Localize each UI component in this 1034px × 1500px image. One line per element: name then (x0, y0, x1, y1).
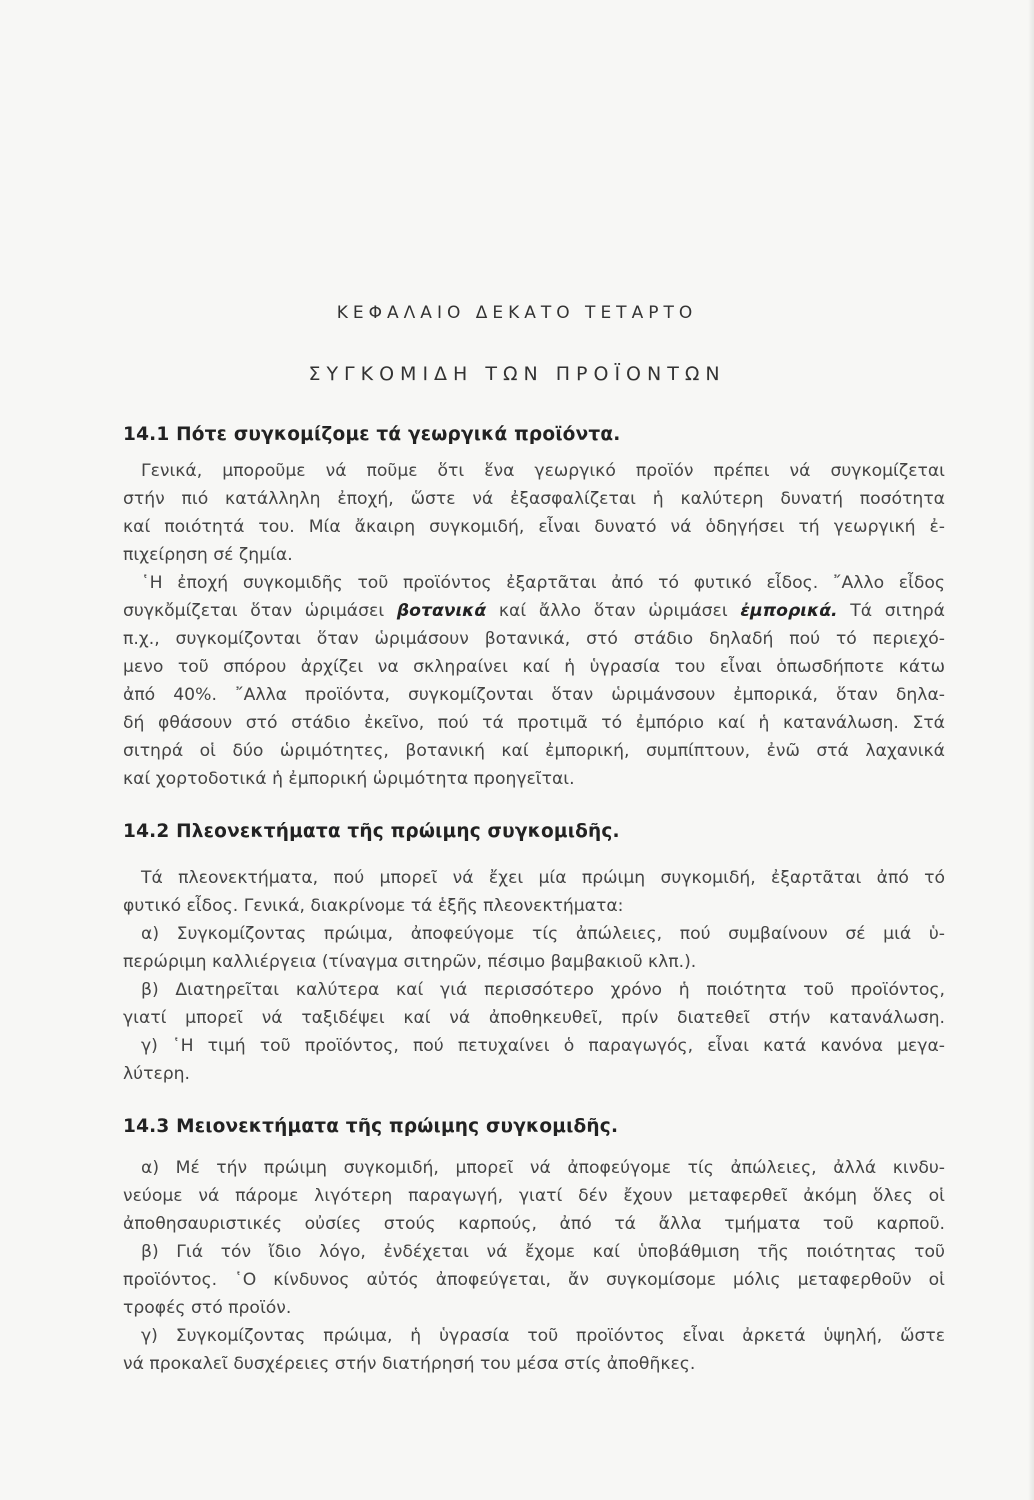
section-heading-14-3: 14.3 Μειονεκτήματα τῆς πρώιμης συγκομιδῆς. (123, 1116, 619, 1137)
text-line: γιατί μπορεῖ νά ταξιδέψει καί νά ἀποθηκευθεῖ, πρίν διατεθεῖ στήν κατανάλωση. (123, 1008, 945, 1028)
text-line: γ) ῾Η τιμή τοῦ προϊόντος, πού πετυχαίνει ὁ παραγωγός, εἶναι κατά κανόνα μεγα- (141, 1036, 945, 1056)
text-run: καί ἄλλο ὅταν ὡριμάσει (486, 601, 741, 621)
text-line: α) Συγκομίζοντας πρώιμα, ἀποφεύγομε τίς ἀπώλειες, πού συμβαίνουν σέ μιά ὑ- (141, 924, 945, 944)
text-line-mixed (123, 599, 945, 623)
text-line: β) Γιά τόν ἴδιο λόγο, ἐνδέχεται νά ἔχομε καί ὑποβάθμιση τῆς ποιότητας τοῦ (141, 1242, 945, 1262)
text-line: ἀποθησαυριστικές οὐσίες στούς καρπούς, ἀπό τά ἄλλα τμήματα τοῦ καρποῦ. (123, 1214, 945, 1234)
text-line: μενο τοῦ σπόρου ἀρχίζει να σκληραίνει καί ἡ ὑγρασία του εἶναι ὁπωσδήποτε κάτω (123, 657, 945, 677)
text-line: τροφές στό προϊόν. (123, 1298, 292, 1318)
text-line: καί χορτοδοτικά ἡ ἐμπορική ὡριμότητα προηγεῖται. (123, 769, 575, 789)
text-line: Γενικά, μποροῦμε νά ποῦμε ὅτι ἕνα γεωργικό προϊόν πρέπει νά συγκομίζεται (141, 461, 945, 481)
text-line: α) Μέ τήν πρώιμη συγκομιδή, μπορεῖ νά ἀποφεύγομε τίς ἀπώλειες, ἀλλά κινδυ- (141, 1158, 945, 1178)
chapter-label: ΚΕΦΑΛΑΙΟ ΔΕΚΑΤΟ ΤΕΤΑΡΤΟ (336, 303, 698, 323)
text-line: προϊόντος. ῾Ο κίνδυνος αὐτός ἀποφεύγεται, ἄν συγκομίσομε μόλις μεταφερθοῦν οἱ (123, 1270, 945, 1290)
text-line: πιχείρηση σέ ζημία. (123, 545, 293, 565)
text-line: νεύομε νά πάρομε λιγότερη παραγωγή, γιατί δέν ἔχουν μεταφερθεῖ ἀκόμη ὅλες οἱ (123, 1186, 945, 1206)
text-line: ῾Η ἐποχή συγκομιδῆς τοῦ προϊόντος ἐξαρτᾶται ἀπό τό φυτικό εἶδος. ῎Αλλο εἶδος (141, 573, 945, 593)
text-line: λύτερη. (123, 1064, 191, 1084)
text-line: Τά πλεονεκτήματα, πού μπορεῖ νά ἔχει μία πρώιμη συγκομιδή, ἐξαρτᾶται ἀπό τό (141, 868, 945, 888)
page-edge (1028, 0, 1034, 1500)
text-line: π.χ., συγκομίζονται ὅταν ὡριμάσουν βοτανικά, στό στάδιο δηλαδή πού τό περιεχό- (123, 629, 945, 649)
chapter-title: ΣΥΓΚΟΜΙΔΗ ΤΩΝ ΠΡΟΪΟΝΤΩΝ (308, 363, 726, 385)
emphasis-botanika: βοτανικά (396, 601, 487, 621)
text-line: φυτικό εἶδος. Γενικά, διακρίνομε τά ἑξῆς πλεονεκτήματα: (123, 896, 624, 916)
section-heading-14-2: 14.2 Πλεονεκτήματα τῆς πρώιμης συγκομιδῆς. (123, 821, 620, 842)
section-heading-14-1: 14.1 Πότε συγκομίζομε τά γεωργικά προϊόντα. (123, 424, 621, 445)
text-line: περώριμη καλλιέργεια (τίναγμα σιτηρῶν, πέσιμο βαμβακιοῦ κλπ.). (123, 952, 697, 972)
text-line: δή φθάσουν στό στάδιο ἐκεῖνο, πού τά προτιμᾶ τό ἐμπόριο καί ἡ κατανάλωση. Στά (123, 713, 945, 733)
text-run: συγκὄμίζεται ὅταν ὡριμάσει (123, 601, 397, 621)
text-line: νά προκαλεῖ δυσχέρειες στήν διατήρησή του μέσα στίς ἀποθῆκες. (123, 1354, 696, 1374)
text-line: ἀπό 40%. ῎Αλλα προϊόντα, συγκομίζονται ὅταν ὡριμάνσουν ἐμπορικά, ὅταν δηλα- (123, 685, 945, 705)
text-run: Τά σιτηρά (837, 601, 945, 621)
text-line: καί ποιότητά του. Μία ἄκαιρη συγκομιδή, εἶναι δυνατό νά ὁδηγήσει τή γεωργική ἐ- (123, 517, 945, 537)
emphasis-emporika: ἐμπορικά. (740, 601, 838, 621)
text-line: στήν πιό κατάλληλη ἐποχή, ὥστε νά ἐξασφαλίζεται ἡ καλύτερη δυνατή ποσότητα (123, 489, 945, 509)
text-line: σιτηρά οἱ δύο ὡριμότητες, βοτανική καί ἐμπορική, συμπίπτουν, ἐνῶ στά λαχανικά (123, 741, 945, 761)
text-line: β) Διατηρεῖται καλύτερα καί γιά περισσότερο χρόνο ἡ ποιότητα τοῦ προϊόντος, (141, 980, 945, 1000)
text-line: γ) Συγκομίζοντας πρώιμα, ἡ ὑγρασία τοῦ προϊόντος εἶναι ἀρκετά ὑψηλή, ὥστε (141, 1326, 945, 1346)
